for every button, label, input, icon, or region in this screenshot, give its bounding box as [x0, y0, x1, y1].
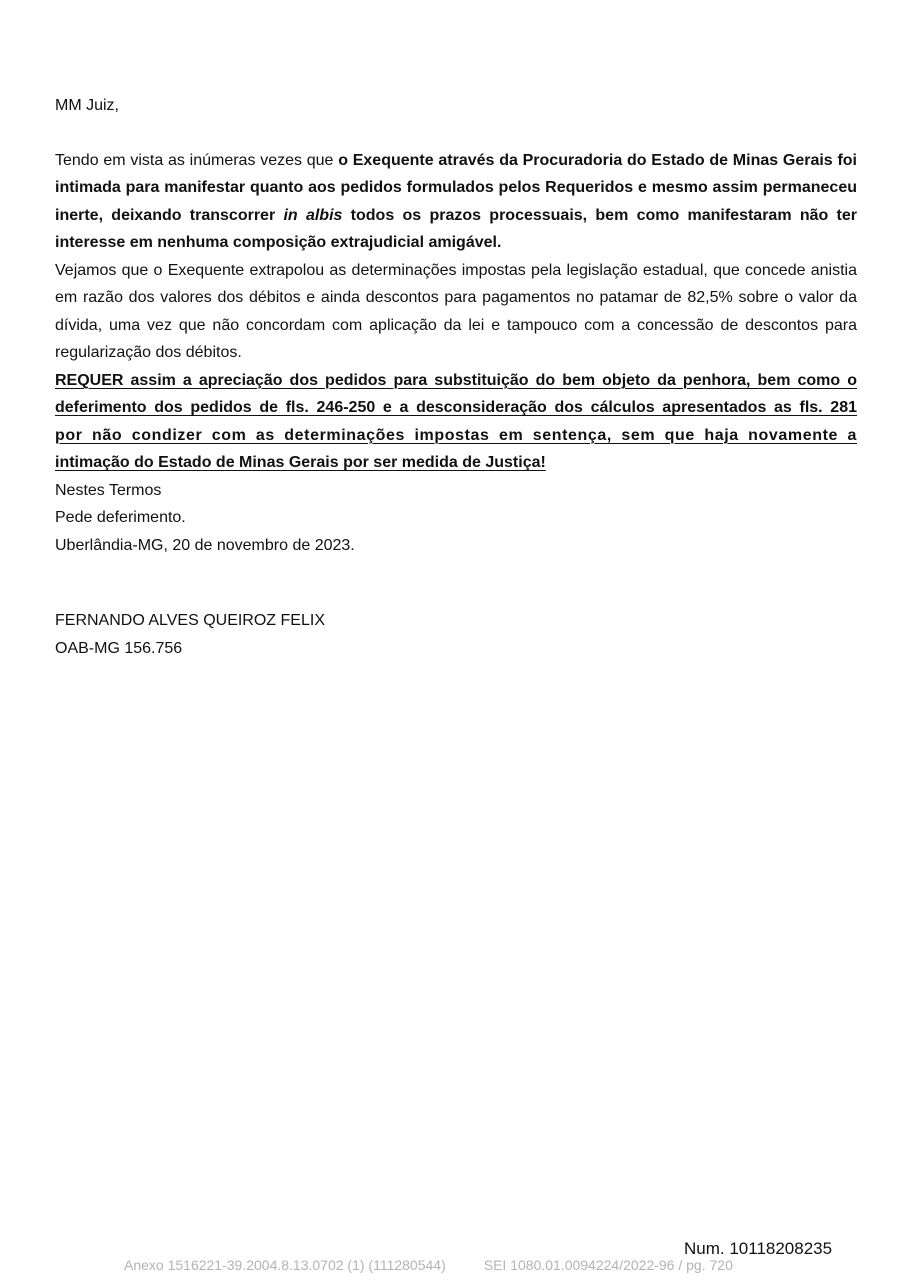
request-line-4: intimação do Estado de Minas Gerais por ser medida de Justiça! — [55, 454, 546, 471]
signer-registration: OAB-MG 156.756 — [55, 639, 183, 657]
paragraph-3-request — [55, 367, 857, 477]
paragraph-1-bold-b: todos os prazos processuais, bem como manifestaram não ter interesse em nenhuma composição extrajudicial amigável. — [55, 206, 857, 251]
salutation: MM Juiz, — [55, 97, 119, 114]
document-number: Num. 10118208235 — [684, 1239, 833, 1258]
paragraph-1-intro: Tendo em vista as inúmeras vezes que — [55, 151, 339, 169]
request-line-1: REQUER assim a apreciação dos pedidos para substituição do bem objeto da penhora, bem como o — [55, 371, 857, 389]
closing-line-1: Nestes Termos — [55, 481, 162, 499]
paragraph-1-bold-a: o Exequente através da Procuradoria do Estado de Minas Gerais foi intimada para manifestar quanto aos pedidos formulados pelos Requeridos e mesmo assim permaneceu inerte, deixando transcorrer — [55, 151, 858, 224]
paragraph-1-italic: in albis — [283, 206, 343, 224]
closing-line-2: Pede deferimento. — [55, 509, 186, 526]
paragraph-2: Vejamos que o Exequente extrapolou as determinações impostas pela legislação estadual, que concede anistia em razão dos valores dos débitos e ainda descontos para pagamentos no patamar de 82,5% sobre o valor da dívida, uma vez que não concordam com aplicação da lei e tampouco com a concessão de descontos para regularização dos débitos. — [55, 261, 857, 361]
footer-left: Anexo 1516221-39.2004.8.13.0702 (1) (111280544) — [124, 1257, 446, 1273]
letter-body — [55, 92, 857, 662]
footer-right: SEI 1080.01.0094224/2022-96 / pg. 720 — [483, 1257, 733, 1273]
footer — [124, 1257, 733, 1273]
paragraph-1 — [55, 147, 857, 257]
signature-block — [55, 607, 857, 662]
request-line-2: deferimento dos pedidos de fls. 246-250 e a desconsideração dos cálculos apresentados as fls. 281 — [55, 399, 857, 416]
place-and-date: Uberlândia-MG, 20 de novembro de 2023. — [55, 536, 355, 554]
signer-name: FERNANDO ALVES QUEIROZ FELIX — [55, 612, 325, 629]
request-line-3: por não condizer com as determinações impostas em sentença, sem que haja novamente a — [55, 426, 857, 444]
